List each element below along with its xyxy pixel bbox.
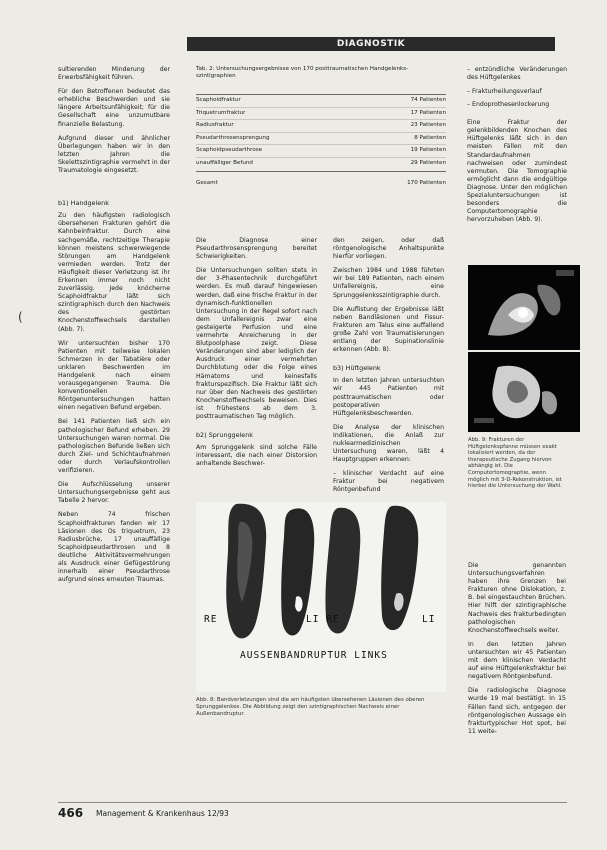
paragraph: In den letzten Jahren untersuchten wir 445 Patienten mit posttraumatischen oder postoperativen Hüftgelenksbeschwerden. [333, 377, 444, 417]
list-item: – Frakturheilungsverlauf [467, 87, 542, 95]
column-1 [58, 66, 170, 590]
row-label: Triquetrumfraktur [196, 109, 246, 116]
paragraph: Eine Fraktur der gelenkbildenden Knochen des Hüftgelenks läßt sich in den meisten Fällen mit den Standardaufnahmen nachweisen oder zumindest vermuten. Die Tomographie ermöglicht dann die endgültige Diagnose. Unter den möglichen Spezialuntersuchungen ist besonders die Computertomographie hervorzuheben (Abb. 9). [467, 119, 567, 224]
paragraph: Zwischen 1984 und 1988 führten wir bei 189 Patienten, nach einem Unfallereignis, eine Sprunggelenksszintigraphie durch. [333, 267, 444, 299]
table-row [196, 145, 446, 158]
paragraph: sultierenden Minderung der Erwerbsfähigkeit führen. [58, 66, 170, 82]
row-label: unauffälliger Befund [196, 159, 253, 166]
column-2 [196, 237, 317, 474]
figure-9-caption: Abb. 9: Frakturen der Hüftgelenkspfanne müssen exakt lokalisiert werden, da der therapeutische Zugang hiervon abhängig ist. Die Computertomographie, wenn möglich mit 3-D-Rekonstruktion, ist hierbei die Untersuchung der Wahl. [468, 437, 562, 490]
row-value: 8 Patienten [414, 134, 446, 141]
figure-8-scintigram [196, 502, 446, 692]
paragraph: Die Untersuchungen sollten stets in der 3-Phasentechnik durchgeführt werden. Es muß darauf hingewiesen werden, daß eine frische Fraktur in der dynamisch-funktionellen Untersuchung in der Regel sofort nach dem Unfallereignis zwar eine gesteigerte Perfusion und eine vermehrte Anreicherung in der Blutpoolphase zeigt. Diese Veränderungen sind aber lediglich der Ausdruck einer vermehrten Durchblutung oder die Folge eines Hämatoms und keinesfalls frakturspezifisch. Die Fraktur läßt sich nur über den Nachweis des gestörten Knochenstoffwechsels beweisen. Dies ist frühestens ab dem 3. posttraumatischen Tag möglich. [196, 267, 317, 420]
page-footer [58, 802, 567, 821]
column-4-continued [468, 562, 566, 742]
journal-issue: Management & Krankenhaus 12/93 [96, 809, 229, 818]
row-label: Radiusfraktur [196, 122, 234, 128]
table-row [196, 108, 446, 121]
paragraph: Für den Betroffenen bedeutet das erhebliche Beschwerden und sie längere Arbeitsunfähigkeit; für die Gesellschaft eine unzumutbare finanzielle Belastung. [58, 88, 170, 128]
table-body [196, 94, 446, 172]
figure-8-caption: Abb. 8: Bandverletzungen sind die am häufigsten übersehenen Läsionen des oberen Sprunggelenkes. Die Abbildung zeigt den szintigraphischen Nachweis einer Außenbandruptur. [196, 697, 425, 717]
paragraph: Am Sprunggelenk sind solche Fälle interessant, die nach einer Distorsion anhaltende Beschwer- [196, 444, 317, 468]
table-total-row [196, 178, 446, 190]
paragraph: Neben 74 frischen Scaphoidfrakturen fanden wir 17 Läsionen des Os triquetrum, 23 Radiusbrüche, 17 unauffällige Scaphoidpseudarthrosen und 8 deutliche Aktivitätsvermehrungen als Ausdruck einer Gefügestörung innerhalb einer Pseudarthrose aufgrund eines erneuten Traumas. [58, 511, 170, 584]
paragraph: Aufgrund dieser und ähnlicher Überlegungen haben wir in den letzten Jahren die Skelettszintigraphie vermehrt in der Traumatologie eingesetzt. [58, 134, 170, 175]
table-row [196, 120, 446, 133]
paragraph: Wir untersuchten bisher 170 Patienten mit teilweise lokalen Schmerzen in der Tabatière oder unklaren Beschwerden im Handgelenk nach einem vorausgegangenen Trauma. Die konventionellen Röntgenuntersuchungen hatten einen negativen Befund ergeben. [58, 339, 170, 412]
indication-list [467, 66, 567, 109]
label-li-right: LI [422, 614, 436, 625]
label-li-re: LI RE [306, 614, 340, 625]
paragraph: Die Auflistung der Ergebnisse läßt neben Bandläsionen und Fissur-Frakturen am Talus eine auffallend große Zahl von Traumatisierungen entlang der Supinationslinie erkennen (Abb. 8). [333, 305, 444, 354]
paragraph: Die genannten Untersuchungsverfahren haben ihre Grenzen bei Frakturen ohne Dislokation, z. B. bei eingestauchten Brüchen. Hier hilft der szintigraphische Nachweis des frakturbedingten pathologischen Knochenstoffwechsels weiter. [468, 562, 566, 634]
paragraph: Zu den häufigsten radiologisch übersehenen Frakturen gehört die Kahnbeinfraktur. Durch eine sachgemäße, rechtzeitige Therapie können meistens schwerwiegende Störungen am Handgelenk vermieden werden. Trotz der Häufigkeit dieser Verletzung ist ihr Erkennen immer noch nicht zuverlässig. Jede knöcherne Scaphoidfraktur läßt sich szintigraphisch durch den Nachweis des gestörten Knochenstoffwechsels darstellen (Abb. 7). [58, 212, 170, 333]
label-re-left: RE [204, 614, 218, 625]
table-row [196, 95, 446, 108]
ct-scan-graphic [468, 265, 580, 350]
table-caption: Tab. 2: Untersuchungsergebnisse von 170 posttraumatischen Handgelenks-szintigraphien [196, 66, 409, 79]
column-3 [333, 237, 444, 501]
row-label: Pseudarthrosensprengung [196, 134, 270, 141]
margin-mark: ( [18, 310, 23, 324]
paragraph: Die radiologische Diagnose wurde 19 mal bestätigt. In 15 Fällen fand sich, entgegen der röntgenologischen Aussage ein frakturtypischer Hot spot, bei 11 weite- [468, 687, 566, 735]
paragraph: den zeigen, oder daß röntgenologische Anhaltspunkte hierfür vorliegen. [333, 237, 444, 261]
page-number: 466 [58, 806, 84, 820]
scintigram-graphic [196, 502, 446, 692]
ct-3d-reconstruction-graphic [468, 352, 580, 432]
row-label: Scaphoidpseudarthrose [196, 147, 263, 153]
paragraph: Die Diagnose einer Pseudarthrosensprengung bereitet Schwierigkeiten. [196, 237, 317, 261]
total-label: Gesamt [196, 180, 218, 186]
table-2 [196, 66, 446, 190]
ct-image-top [468, 265, 580, 350]
list-item: – entzündliche Veränderungen des Hüftgelenkes [467, 66, 567, 82]
section-heading-handgelenk: b1) Handgelenk [58, 199, 109, 208]
row-value: 29 Patienten [410, 159, 446, 166]
section-heading-hueftgelenk: b3) Hüftgelenk [333, 364, 381, 373]
paragraph: Die Analyse der klinischen Indikationen, die Anlaß zur nuklearmedizinischen Untersuchung waren, läßt 4 Hauptgruppen erkennen: [333, 423, 444, 464]
column-4 [467, 66, 567, 230]
ct-image-bottom [468, 352, 580, 432]
list-item: – Endoprothesenlockerung [467, 100, 550, 108]
row-value: 19 Patienten [410, 147, 446, 153]
paragraph: Bei 141 Patienten ließ sich ein pathologischer Befund erheben. 29 Untersuchungen waren normal. Die pathologischen Befunde ließen sich durch Ziel- und Schichtaufnahmen oder durch Verlaufskontrollen verifizieren. [58, 418, 170, 475]
paragraph: In den letzten Jahren untersuchten wir 45 Patienten mit dem klinischen Verdacht auf eine Hüftgelenksfraktur bei negativem Röntgenbefund. [468, 640, 566, 681]
section-header: DIAGNOSTIK [187, 37, 555, 51]
row-value: 23 Patienten [410, 122, 446, 128]
row-label: Scaphoidfraktur [196, 97, 241, 103]
row-value: 17 Patienten [410, 109, 446, 116]
section-heading-sprunggelenk: b2) Sprunggelenk [196, 431, 253, 440]
paragraph: Die Aufschlüsselung unserer Untersuchungsergebnisse geht aus Tabelle 2 hervor. [58, 481, 170, 505]
table-row [196, 133, 446, 146]
paragraph: – klinischer Verdacht auf eine Fraktur bei negativem Röntgenbefund [333, 470, 444, 494]
total-value: 170 Patienten [407, 180, 446, 186]
table-row [196, 158, 446, 170]
row-value: 74 Patienten [410, 97, 446, 103]
figure-8-title: AUSSENBANDRUPTUR LINKS [240, 650, 388, 661]
